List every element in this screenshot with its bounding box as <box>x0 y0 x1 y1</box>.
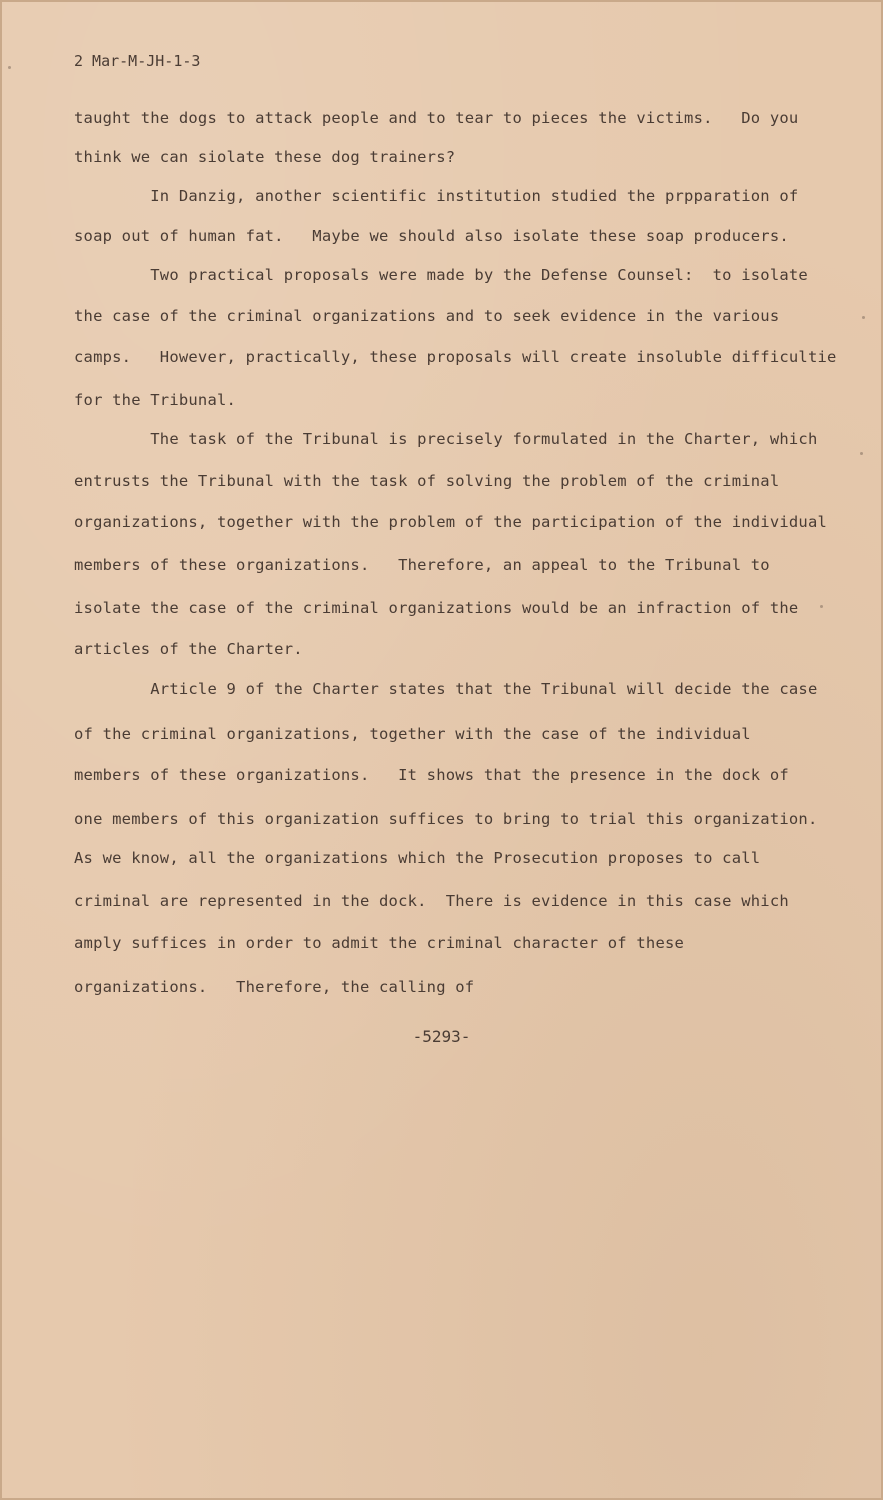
body-line: amply suffices in order to admit the criminal character of these <box>74 934 685 952</box>
body-line: articles of the Charter. <box>74 640 303 658</box>
page-number: -5293- <box>412 1027 471 1046</box>
body-line: think we can siolate these dog trainers? <box>74 148 456 166</box>
body-line: members of these organizations. It shows that the presence in the dock of <box>74 766 789 784</box>
body-line: soap out of human fat. Maybe we should also isolate these soap producers. <box>74 227 789 245</box>
body-line: members of these organizations. Therefore, an appeal to the Tribunal to <box>74 556 770 574</box>
body-line: criminal are represented in the dock. There is evidence in this case which <box>74 892 789 910</box>
body-line: isolate the case of the criminal organizations would be an infraction of the <box>74 599 799 617</box>
document-header: 2 Mar-M-JH-1-3 <box>74 52 201 70</box>
body-line: organizations. Therefore, the calling of <box>74 978 475 996</box>
body-line: Article 9 of the Charter states that the Tribunal will decide the case <box>74 680 818 698</box>
body-line: organizations, together with the problem of the participation of the individual <box>74 513 828 531</box>
paper-speck <box>862 316 865 319</box>
body-line: Two practical proposals were made by the Defense Counsel: to isolate <box>74 266 808 284</box>
paper-speck <box>8 66 11 69</box>
body-line: As we know, all the organizations which the Prosecution proposes to call <box>74 849 761 867</box>
body-line: the case of the criminal organizations and to seek evidence in the various <box>74 307 780 325</box>
body-line: In Danzig, another scientific institution studied the prpparation of <box>74 187 799 205</box>
body-line: The task of the Tribunal is precisely formulated in the Charter, which <box>74 430 818 448</box>
body-line: for the Tribunal. <box>74 391 237 409</box>
body-line: camps. However, practically, these proposals will create insoluble difficultie <box>74 348 837 366</box>
body-line: one members of this organization suffices to bring to trial this organization. <box>74 810 818 828</box>
paper-speck <box>820 605 823 608</box>
body-line: of the criminal organizations, together with the case of the individual <box>74 725 751 743</box>
paper-speck <box>860 452 863 455</box>
body-line: entrusts the Tribunal with the task of solving the problem of the criminal <box>74 472 780 490</box>
body-line: taught the dogs to attack people and to tear to pieces the victims. Do you <box>74 109 799 127</box>
